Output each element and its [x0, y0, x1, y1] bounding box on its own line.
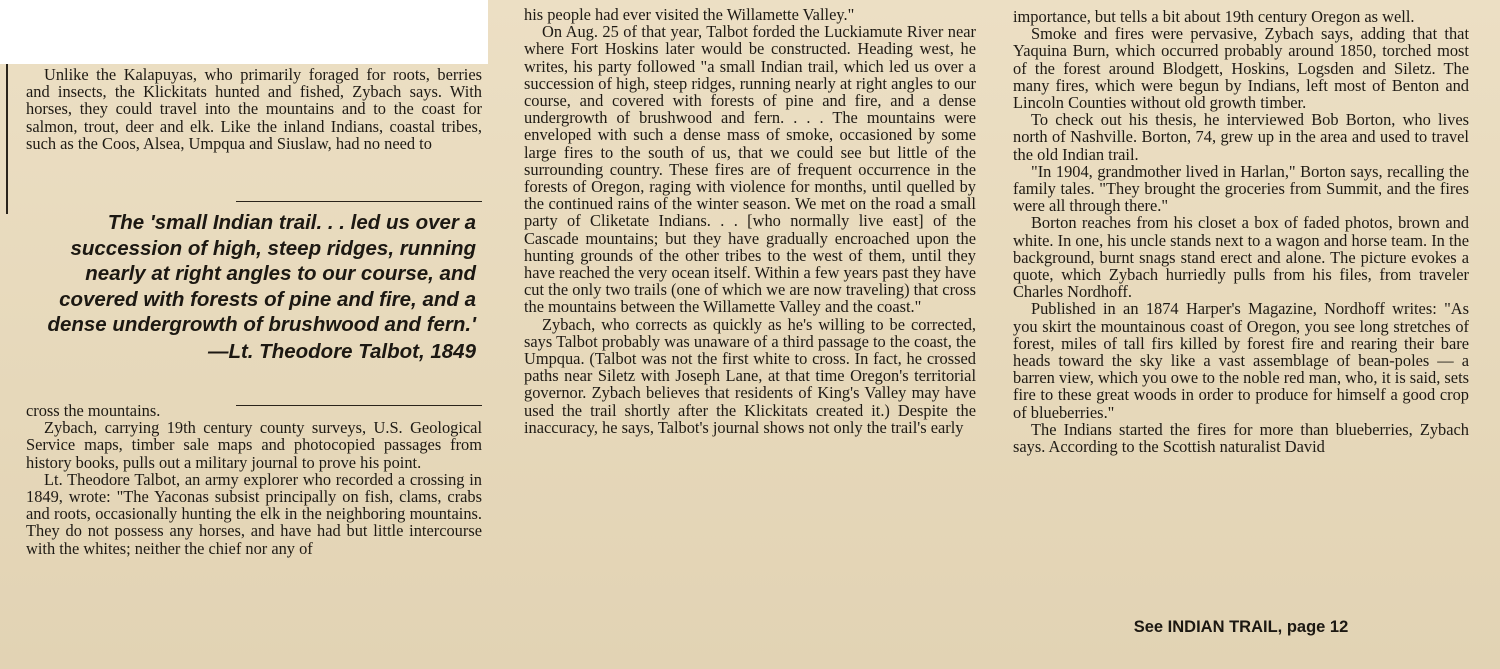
- pullquote-text: The 'small Indian trail. . . led us over a succession of high, steep ridges, running nearly at right angles to our course, and covered with forests of pine and fire, and a dense undergrowth of brushwood and fern.': [47, 211, 476, 336]
- col1-continuation: cross the mountains.: [26, 401, 161, 421]
- col1-paragraph-2: Lt. Theodore Talbot, an army explorer who recorded a crossing in 1849, wrote: "The Yaconas subsist principally on fish, clams, crabs and roots, occasionally hunting the elk in the neighboring mountains. They do not possess any horses, and have had but little intercourse with the whites; neither the chief nor any of: [26, 469, 482, 558]
- col3-paragraph-6: The Indians started the fires for more than blueberries, Zybach says. According to the Scottish naturalist David: [1013, 419, 1469, 457]
- col2-paragraph-2: Zybach, who corrects as quickly as he's willing to be corrected, says Talbot probably was unaware of a third passage to the coast, the Umpqua. (Talbot was not the first white to cross. In fact, he crossed paths near Siletz with Joseph Lane, at that time Oregon's territorial governor. Zybach believes that residents of King's Valley may have used the trail shortly after the Klickitats created it.) Despite the inaccuracy, he says, Talbot's journal shows not only the trail's early: [524, 314, 976, 437]
- col3-paragraph-4: Borton reaches from his closet a box of faded photos, brown and white. In one, his uncle stands next to a wagon and horse team. In the background, burnt snags stand erect and alone. The picture evokes a quote, which Zybach hurriedly pulls from his files, from traveler Charles Nordhoff.: [1013, 213, 1469, 302]
- col3-paragraph-3: "In 1904, grandmother lived in Harlan," Borton says, recalling the family tales. "They brought the groceries from Summit, and the fires were all through there.": [1013, 161, 1469, 216]
- left-edge-mark: [6, 64, 8, 214]
- col1-paragraph-1: Zybach, carrying 19th century county surveys, U.S. Geological Service maps, timber sale maps and photocopied passages from history books, pulls out a military journal to prove his point.: [26, 418, 482, 472]
- col1-top-paragraph: Unlike the Kalapuyas, who primarily foraged for roots, berries and insects, the Klickitats hunted and fished, Zybach says. With horses, they could travel into the mountains and to the coast for salmon, trout, deer and elk. Like the inland Indians, coastal tribes, such as the Coos, Alsea, Umpqua and Siuslaw, had no need to: [26, 65, 482, 153]
- column-3: [1013, 0, 1469, 455]
- col3-paragraph-5: Published in an 1874 Harper's Magazine, Nordhoff writes: "As you skirt the mountainous coast of Oregon, you see long stretches of forest, miles of tall firs killed by forest fire and rearing their bare heads toward the sky like a vast assemblage of bean-poles — a barren view, which you owe to the noble red man, who, it is said, sets fire to these great woods in order to produce for himself a good crop of blueberries.": [1013, 299, 1469, 422]
- col3-paragraph-1: Smoke and fires were pervasive, Zybach says, adding that that Yaquina Burn, which occurred probably around 1850, torched most of the forest around Blodgett, Hoskins, Logsden and Siletz. The many fires, which were begun by Indians, left most of Benton and Lincoln Counties without old growth timber.: [1013, 24, 1469, 113]
- col3-first-line: importance, but tells a bit about 19th century Oregon as well.: [1013, 7, 1415, 26]
- pullquote: [26, 210, 476, 364]
- col2-first-line: his people had ever visited the Willamette Valley.": [524, 5, 855, 24]
- pullquote-attribution: —Lt. Theodore Talbot, 1849: [207, 339, 476, 363]
- column-2: [524, 0, 976, 436]
- jump-line: See INDIAN TRAIL, page 12: [1133, 618, 1349, 636]
- pullquote-top-rule: [236, 201, 482, 202]
- col2-paragraph-1: On Aug. 25 of that year, Talbot forded the Luckiamute River near where Fort Hoskins later would be constructed. Heading west, he writes, his party followed "a small Indian trail, which led us over a succession of high, steep ridges, running nearly at right angles to our course, and covered with forests of pine and fire, and a dense undergrowth of brushwood and fern. . . . The mountains were enveloped with such a dense mass of smoke, occasioned by some large fires to the south of us, that we could see but little of the surrounding country. These fires are of frequent occurrence in the forests of Oregon, raging with violence for months, until quelled by the continued rains of the winter season. We met on the road a small party of Cliketate Indians. . . [who normally live east] of the Cascade mountains; but they have gradually encroached upon the hunting grounds of the other tribes to the west of them, until they have reached the very ocean itself. Within a few years past they have cut the only two trails (one of which we are now traveling) that cross the mountains between the Willamette Valley and the coast.": [524, 22, 976, 317]
- pullquote-bottom-rule: [236, 405, 482, 406]
- col3-paragraph-2: To check out his thesis, he interviewed Bob Borton, who lives north of Nashville. Borton, 74, grew up in the area and used to travel the old Indian trail.: [1013, 110, 1469, 164]
